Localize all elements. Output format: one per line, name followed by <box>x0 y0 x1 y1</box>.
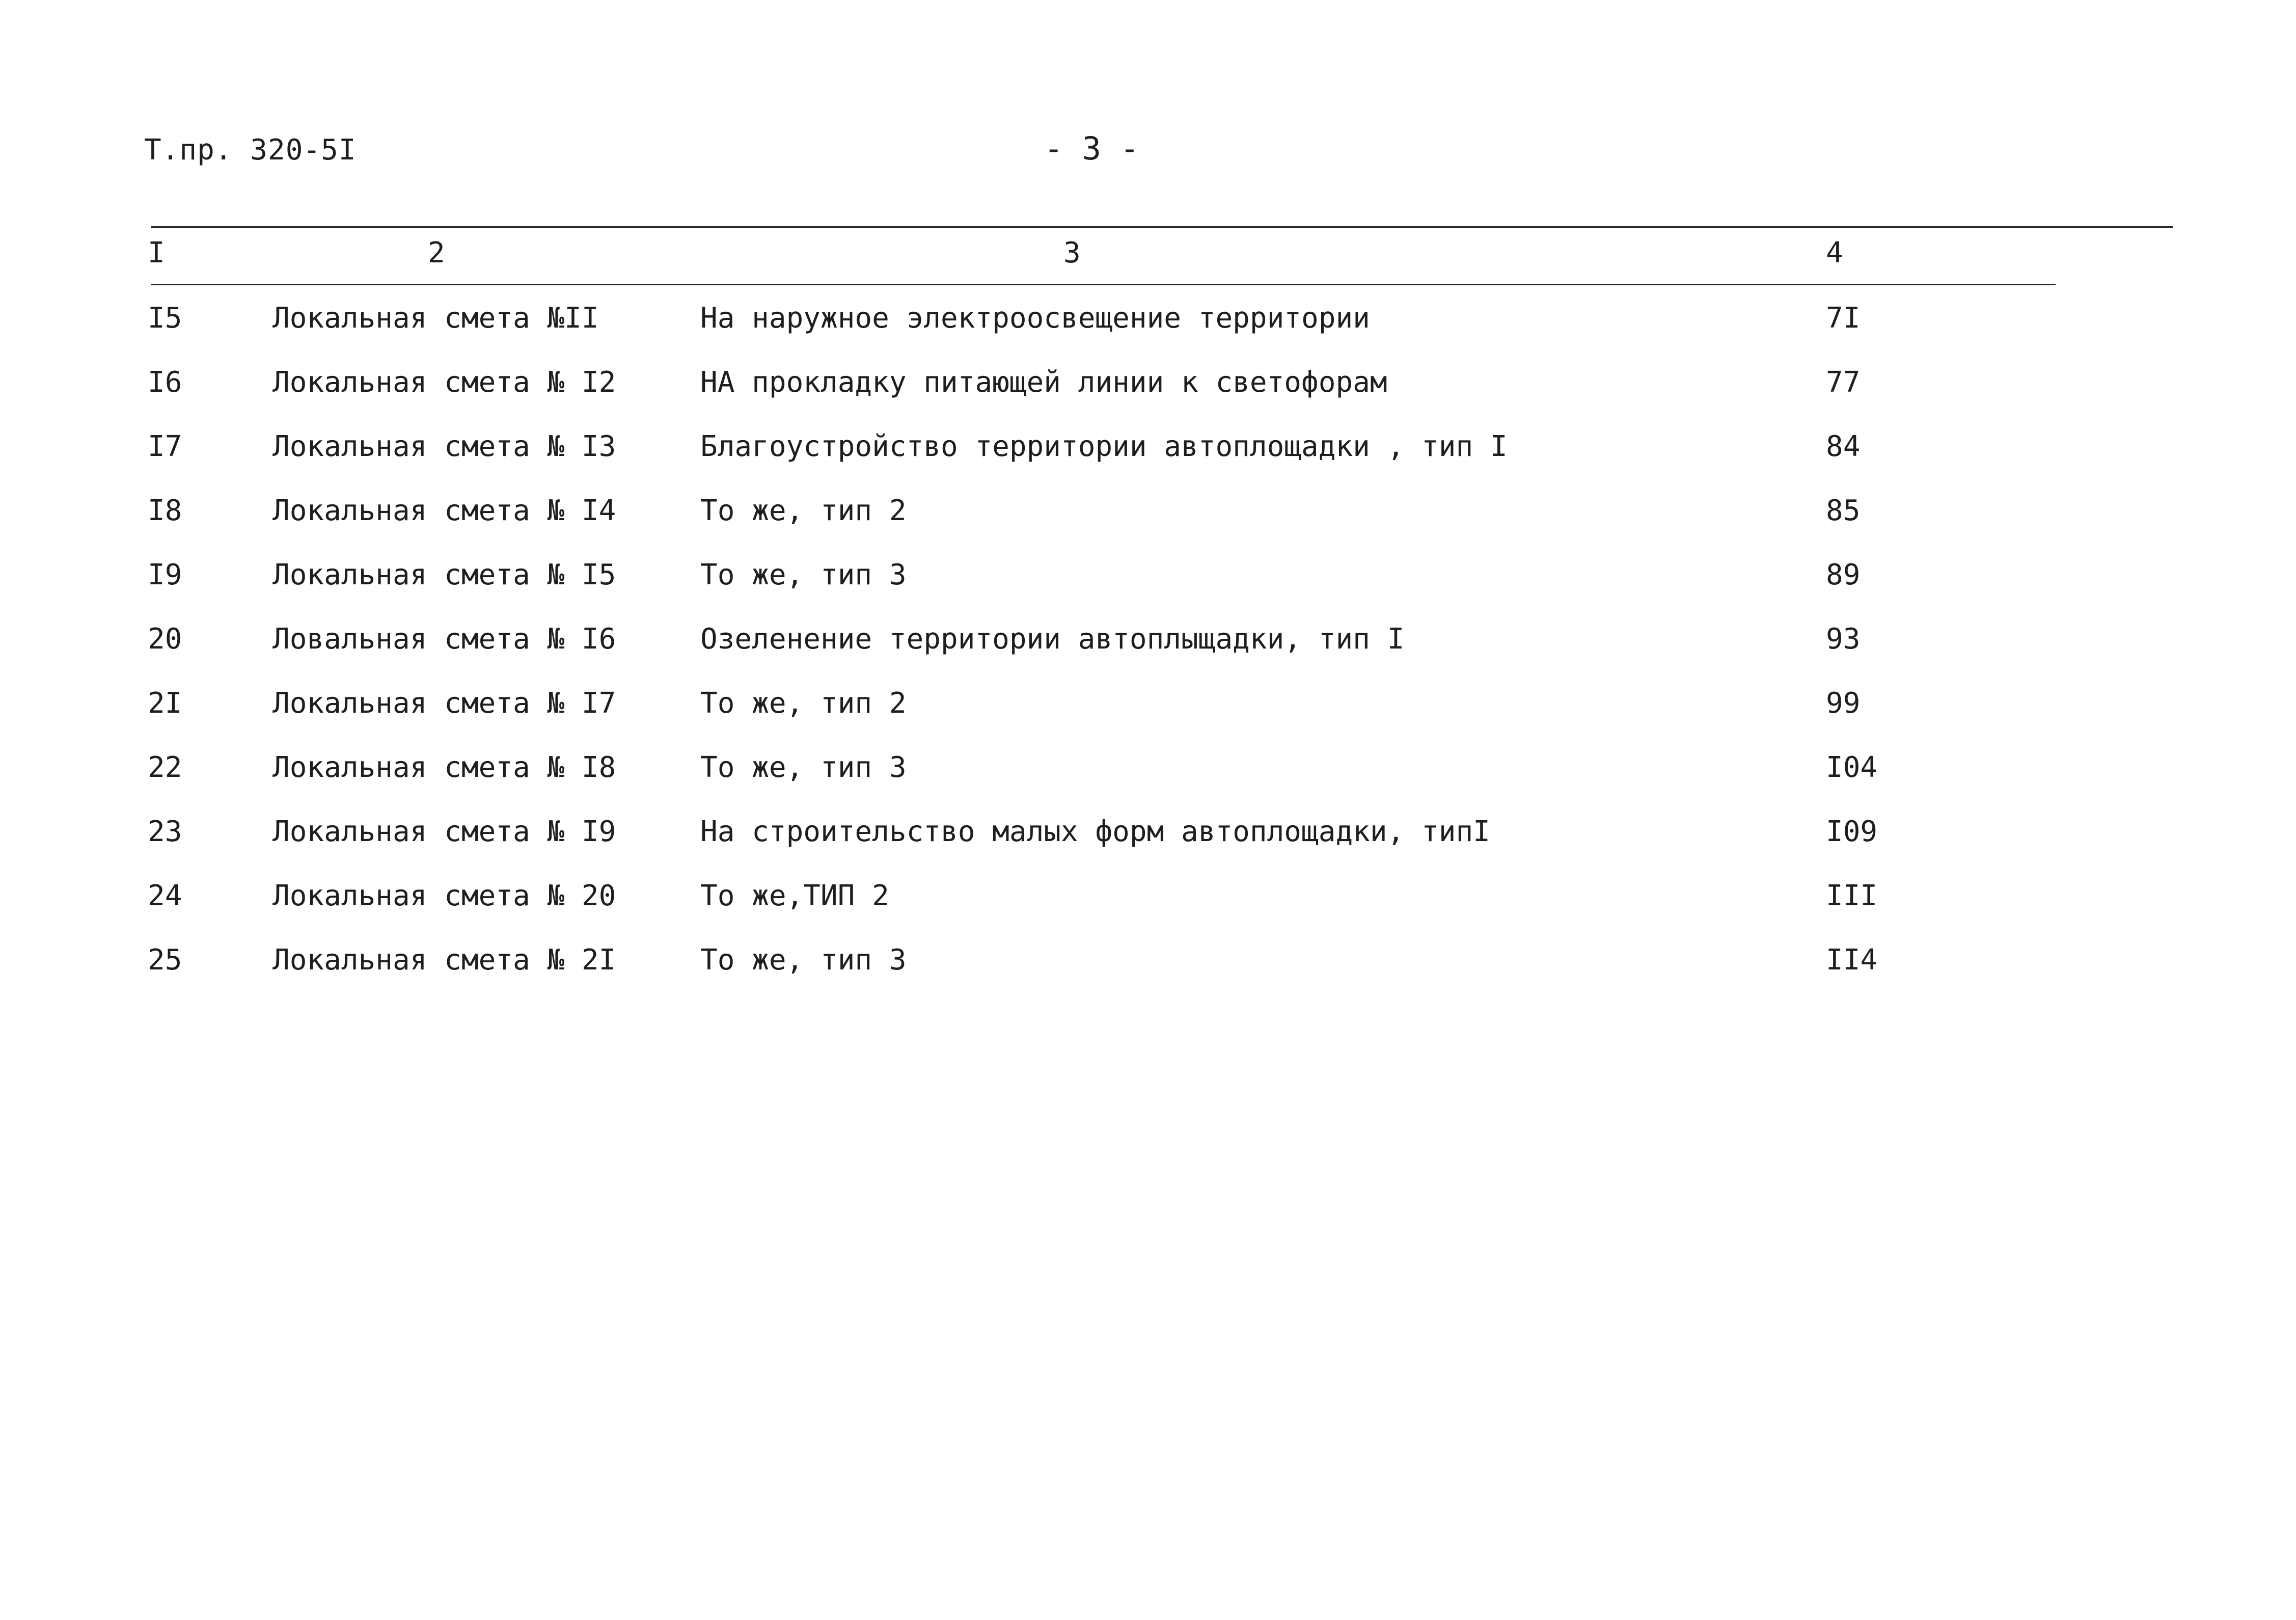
page-reference: II4 <box>1826 943 1878 977</box>
estimate-name: Локальная смета №II <box>272 302 599 335</box>
column-number-4: 4 <box>1826 236 1843 269</box>
estimate-description: То же, тип 3 <box>700 751 907 784</box>
estimate-description: Благоустройство территории автоплощадки , тип I <box>700 430 1508 463</box>
table-row <box>0 937 2296 983</box>
table-row <box>0 616 2296 662</box>
page-number: - 3 - <box>1044 130 1139 167</box>
estimate-description: То же,ТИП 2 <box>700 879 889 912</box>
estimate-name: Локальная смета № I4 <box>272 494 616 527</box>
page-reference: 99 <box>1826 687 1861 720</box>
table-row <box>0 360 2296 406</box>
page-reference: 77 <box>1826 366 1861 399</box>
table-row <box>0 873 2296 919</box>
estimate-name: Локальная смета № I9 <box>272 815 616 848</box>
document-code: Т.пр. 320-5I <box>144 133 357 167</box>
table-row <box>0 809 2296 855</box>
estimate-description: То же, тип 3 <box>700 943 907 977</box>
table-row <box>0 552 2296 598</box>
row-number: I7 <box>148 430 182 463</box>
estimate-name: Локальная смета № I3 <box>272 430 616 463</box>
estimate-name: Локальная смета № I5 <box>272 558 616 591</box>
table-row <box>0 745 2296 791</box>
estimate-name: Локальная смета № 20 <box>272 879 616 912</box>
row-number: 24 <box>148 879 182 912</box>
estimate-name: Локальная смета № I8 <box>272 751 616 784</box>
estimate-description: НА прокладку питающей линии к светофорам <box>700 366 1387 399</box>
estimate-description: На наружное электроосвещение территории <box>700 302 1370 335</box>
estimate-description: На строительство малых форм автоплощадки, типI <box>700 815 1490 848</box>
row-number: I8 <box>148 494 182 527</box>
table-row <box>0 488 2296 534</box>
estimate-description: Озеленение территории автоплыщадки, тип I <box>700 623 1405 656</box>
estimate-description: То же, тип 2 <box>700 494 907 527</box>
page-reference: 85 <box>1826 494 1861 527</box>
page-reference: I04 <box>1826 751 1878 784</box>
estimate-name: Локальная смета № I2 <box>272 366 616 399</box>
page-reference: 89 <box>1826 558 1861 591</box>
row-number: I5 <box>148 302 182 335</box>
estimate-name: Ловальная смета № I6 <box>272 623 616 656</box>
row-number: I6 <box>148 366 182 399</box>
estimate-description: То же, тип 2 <box>700 687 907 720</box>
column-number-2: 2 <box>428 236 445 269</box>
column-number-3: 3 <box>1063 236 1081 269</box>
table-row <box>0 681 2296 726</box>
page-reference: 7I <box>1826 302 1861 335</box>
table-row <box>0 424 2296 470</box>
page-reference: I09 <box>1826 815 1878 848</box>
row-number: 20 <box>148 623 182 656</box>
page-reference: 93 <box>1826 623 1861 656</box>
row-number: 22 <box>148 751 182 784</box>
header-separator-rule <box>151 284 2056 285</box>
estimate-name: Локальная смета № I7 <box>272 687 616 720</box>
estimate-description: То же, тип 3 <box>700 558 907 591</box>
table-row <box>0 295 2296 341</box>
row-number: 23 <box>148 815 182 848</box>
estimate-name: Локальная смета № 2I <box>272 943 616 977</box>
column-number-1: I <box>148 236 165 269</box>
row-number: 25 <box>148 943 182 977</box>
row-number: I9 <box>148 558 182 591</box>
column-number-row <box>0 230 2296 276</box>
page-reference: III <box>1826 879 1878 912</box>
table-top-rule <box>151 226 2173 228</box>
row-number: 2I <box>148 687 182 720</box>
page-reference: 84 <box>1826 430 1861 463</box>
